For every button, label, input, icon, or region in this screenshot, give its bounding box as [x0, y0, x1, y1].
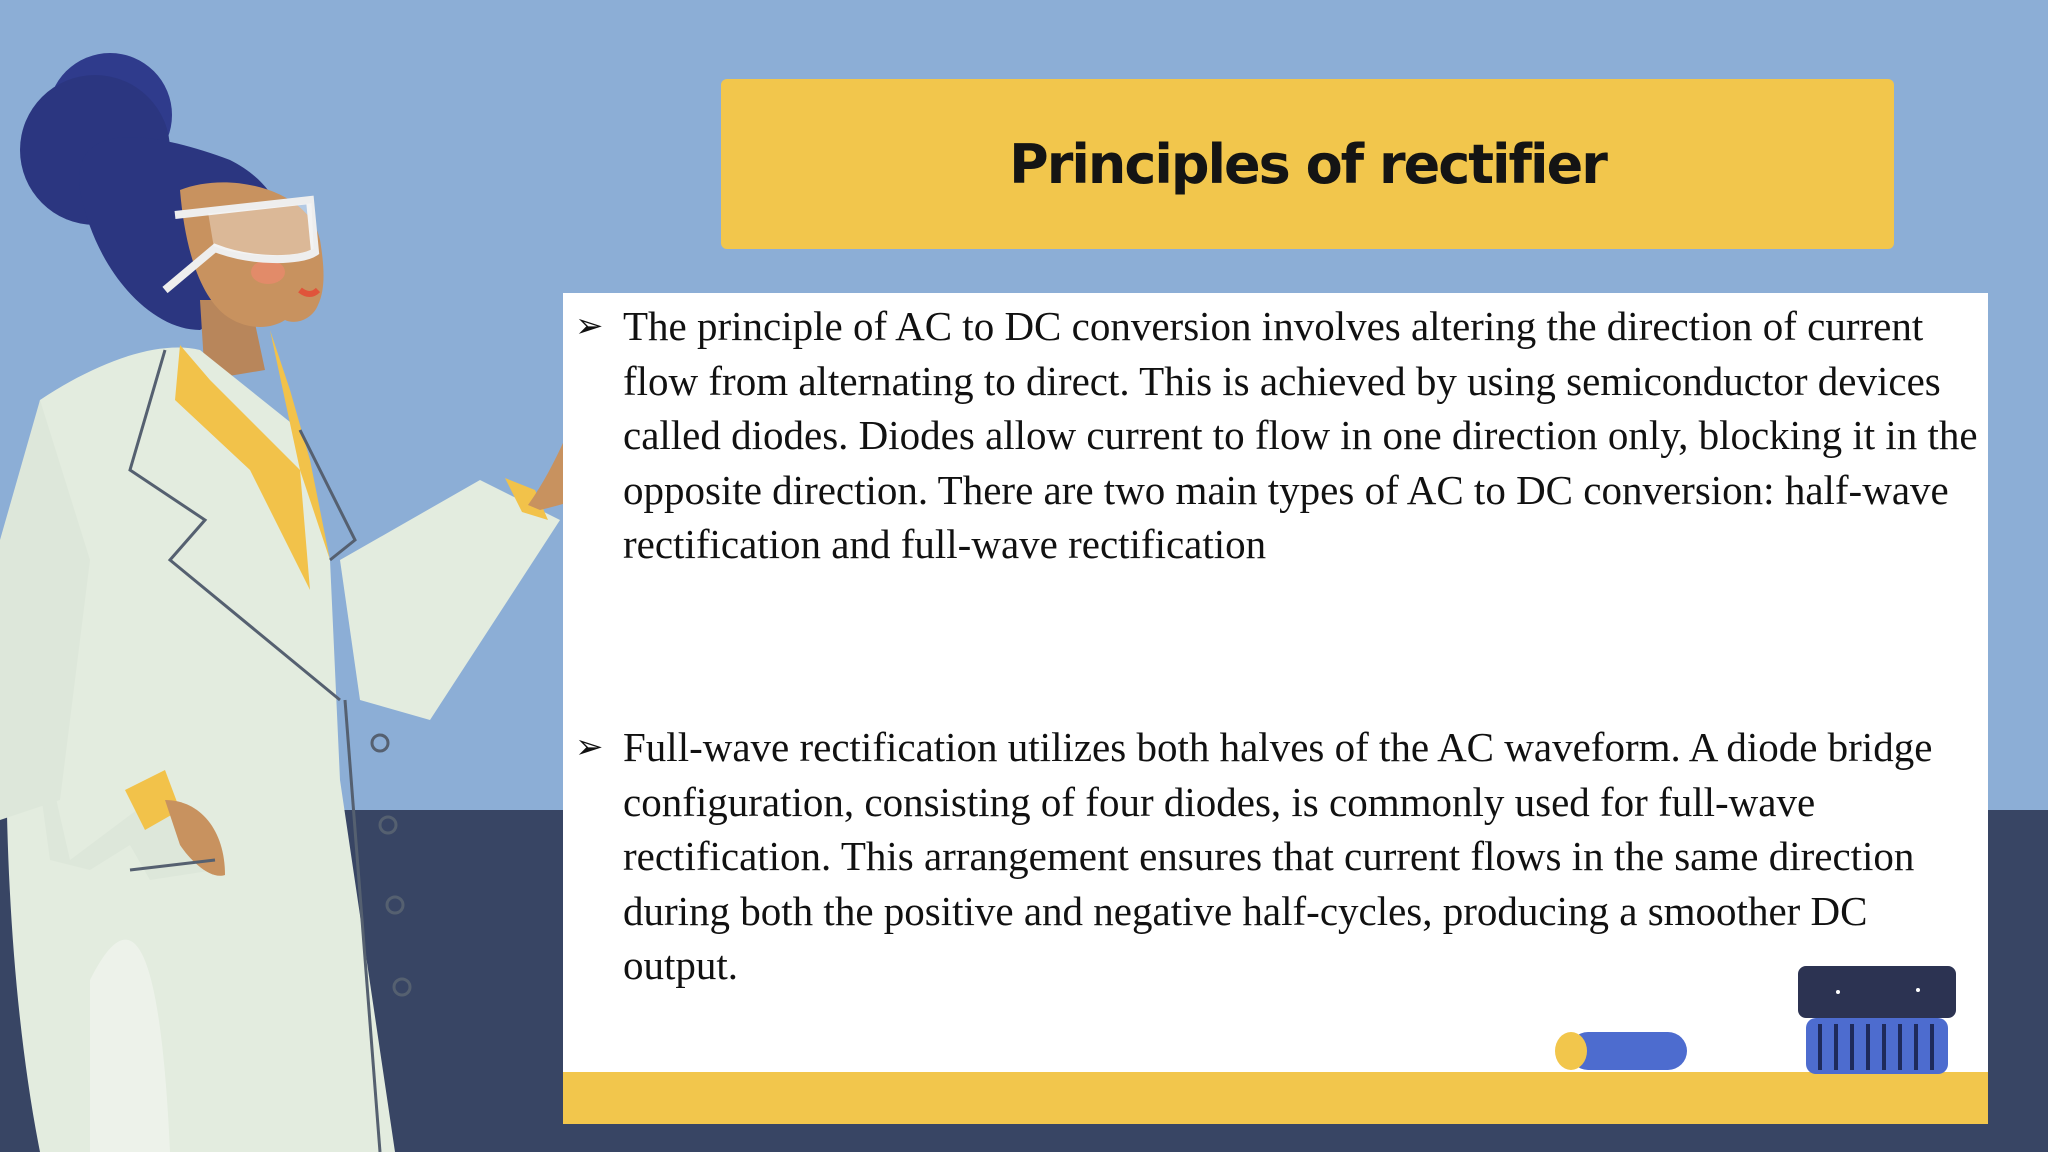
- card-bottom-strip: [563, 1072, 1988, 1124]
- scientist-illustration: [0, 40, 620, 1152]
- arrowhead-bullet-icon: ➢: [575, 727, 604, 767]
- title-banner: [721, 79, 1894, 249]
- brush-decoration-icon: [1798, 966, 1958, 1078]
- bullet-item: [575, 299, 1980, 572]
- bullet-text: The principle of AC to DC conversion involves altering the direction of current flow from alternating to direct. This is achieved by using semiconductor devices called diodes. Diodes allow current to flow in one direction only, blocking it in the opposite direction. There are two main types of AC to DC conversion: half-wave rectification and full-wave rectification: [623, 303, 1978, 567]
- bullet-item: [575, 720, 1980, 993]
- slide-title: Principles of rectifier: [1009, 132, 1606, 196]
- arrowhead-bullet-icon: ➢: [575, 306, 604, 346]
- content-card: [563, 293, 1988, 1124]
- cylinder-decoration-icon: [1553, 1028, 1703, 1074]
- bullet-text: Full-wave rectification utilizes both halves of the AC waveform. A diode bridge configuration, consisting of four diodes, is commonly used for full-wave rectification. This arrangement ensures that current flows in the same direction during both the positive and negative half-cycles, producing a smoother DC output.: [623, 724, 1933, 988]
